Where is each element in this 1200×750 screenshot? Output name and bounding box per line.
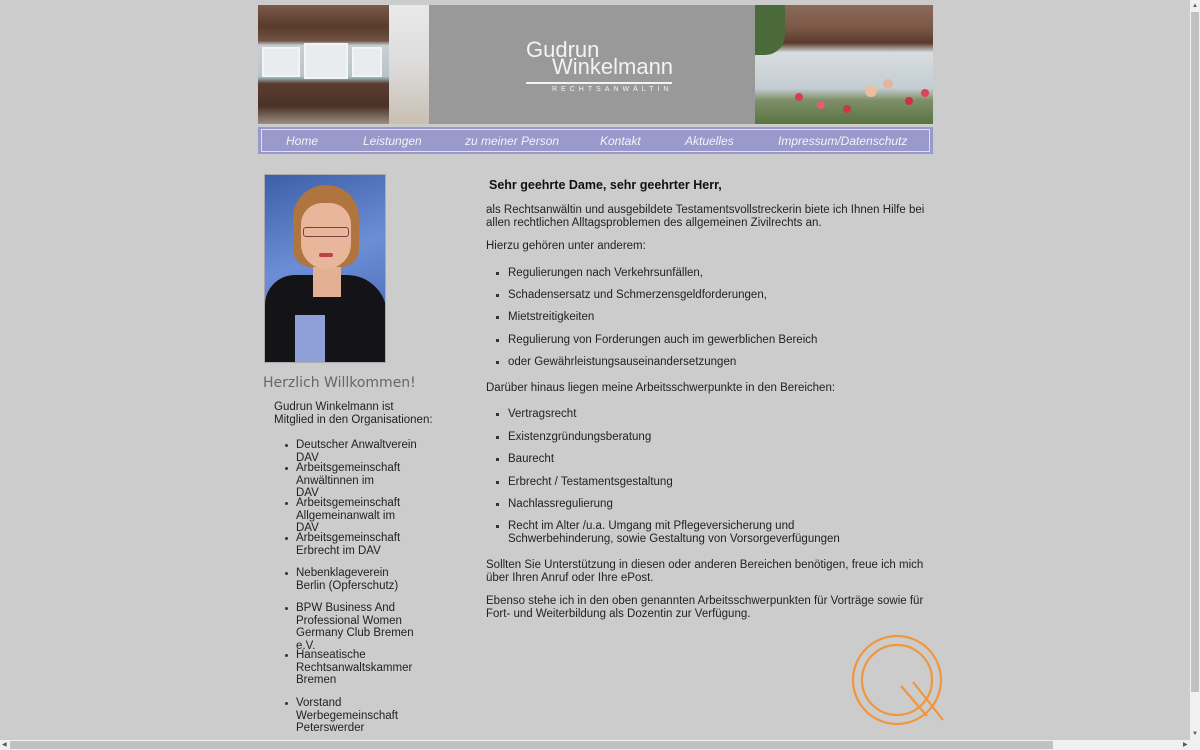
- focus-area-item: Baurecht: [508, 453, 908, 466]
- header-banner: [258, 5, 933, 124]
- logo-rule: [526, 82, 672, 84]
- scroll-up-arrow-icon[interactable]: ▲: [1192, 3, 1198, 9]
- scrollbar-horizontal-thumb[interactable]: [10, 741, 1053, 749]
- organization-item: Nebenklageverein Berlin (Opferschutz): [296, 567, 411, 592]
- focus-area-item: Erbrecht / Testamentsgestaltung: [508, 476, 908, 489]
- organization-item: Arbeitsgemeinschaft Anwältinnen im DAV: [296, 462, 401, 499]
- scrollbar-vertical[interactable]: [1190, 0, 1200, 740]
- q-logo-icon[interactable]: [851, 630, 947, 732]
- site-logo[interactable]: [526, 39, 674, 99]
- service-item: Regulierung von Forderungen auch im gewerblichen Bereich: [508, 334, 908, 347]
- focus-area-item: Recht im Alter /u.a. Umgang mit Pflegeversicherung und Schwerbehinderung, sowie Gestaltung von Vorsorgeverfügungen: [508, 520, 898, 545]
- organization-item: Arbeitsgemeinschaft Erbrecht im DAV: [296, 532, 431, 557]
- scrollbar-corner: [1190, 740, 1200, 750]
- service-item: Mietstreitigkeiten: [508, 311, 908, 324]
- service-item: oder Gewährleistungsauseinandersetzungen: [508, 356, 908, 369]
- banner-photo-right: [755, 5, 933, 124]
- nav-leistungen[interactable]: Leistungen: [363, 133, 422, 148]
- page-container: [258, 5, 933, 734]
- organization-item: Vorstand Werbegemeinschaft Peterswerder: [296, 697, 436, 735]
- intro-paragraph: als Rechtsanwältin und ausgebildete Testamentsvollstreckerin biete ich Ihnen Hilfe bei allen rechtlichen Alltagsproblemen des allgemeinen Zivilrechts an.: [486, 204, 925, 229]
- nav-aktuelles[interactable]: Aktuelles: [685, 133, 734, 148]
- logo-last-name: Winkelmann: [552, 54, 674, 79]
- greeting-heading: Sehr geehrte Dame, sehr geehrter Herr,: [489, 178, 722, 192]
- welcome-heading: Herzlich Willkommen!: [263, 375, 416, 391]
- organization-item: BPW Business And Professional Women Germany Club Bremen e.V.: [296, 602, 421, 652]
- scrollbar-horizontal[interactable]: [0, 740, 1190, 750]
- scroll-right-arrow-icon[interactable]: ▶: [1183, 742, 1188, 748]
- closing-paragraph-1: Sollten Sie Unterstützung in diesen oder anderen Bereichen benötigen, freue ich mich über Ihren Anruf oder Ihre ePost.: [486, 559, 924, 584]
- banner-photo-left: [258, 5, 429, 124]
- scroll-down-arrow-icon[interactable]: ▼: [1192, 731, 1198, 737]
- logo-first-name: Gudrun: [526, 37, 600, 62]
- membership-intro: Gudrun Winkelmann ist Mitglied in den Organisationen:: [274, 401, 433, 426]
- focus-area-item: Existenzgründungsberatung: [508, 431, 908, 444]
- service-item: Schadensersatz und Schmerzensgeldforderungen,: [508, 289, 908, 302]
- focus-area-item: Nachlassregulierung: [508, 498, 908, 511]
- nav-kontakt[interactable]: Kontakt: [600, 133, 641, 148]
- closing-paragraph-2: Ebenso stehe ich in den oben genannten Arbeitsschwerpunkten für Vorträge sowie für Fort- und Weiterbildung als Dozentin zur Verfügung.: [486, 595, 924, 620]
- scroll-left-arrow-icon[interactable]: ◀: [2, 742, 7, 748]
- logo-tagline: RECHTSANWÄLTIN: [552, 86, 673, 93]
- focus-area-item: Vertragsrecht: [508, 408, 908, 421]
- nav-impressum-datenschutz[interactable]: Impressum/Datenschutz: [778, 133, 908, 148]
- service-item: Regulierungen nach Verkehrsunfällen,: [508, 267, 908, 280]
- organization-item: Hanseatische Rechtsanwaltskammer Bremen: [296, 649, 413, 686]
- organization-item: Deutscher Anwaltverein DAV: [296, 439, 436, 464]
- organization-item: Arbeitsgemeinschaft Allgemeinanwalt im DAV: [296, 497, 411, 535]
- portrait-photo: [264, 174, 386, 363]
- list2-intro: Darüber hinaus liegen meine Arbeitsschwerpunkte in den Bereichen:: [486, 382, 836, 394]
- main-navigation: [258, 127, 933, 154]
- list1-intro: Hierzu gehören unter anderem:: [486, 240, 646, 252]
- nav-home[interactable]: Home: [286, 133, 319, 148]
- scrollbar-vertical-thumb[interactable]: [1191, 12, 1199, 692]
- nav-zu-meiner-person[interactable]: zu meiner Person: [465, 133, 560, 148]
